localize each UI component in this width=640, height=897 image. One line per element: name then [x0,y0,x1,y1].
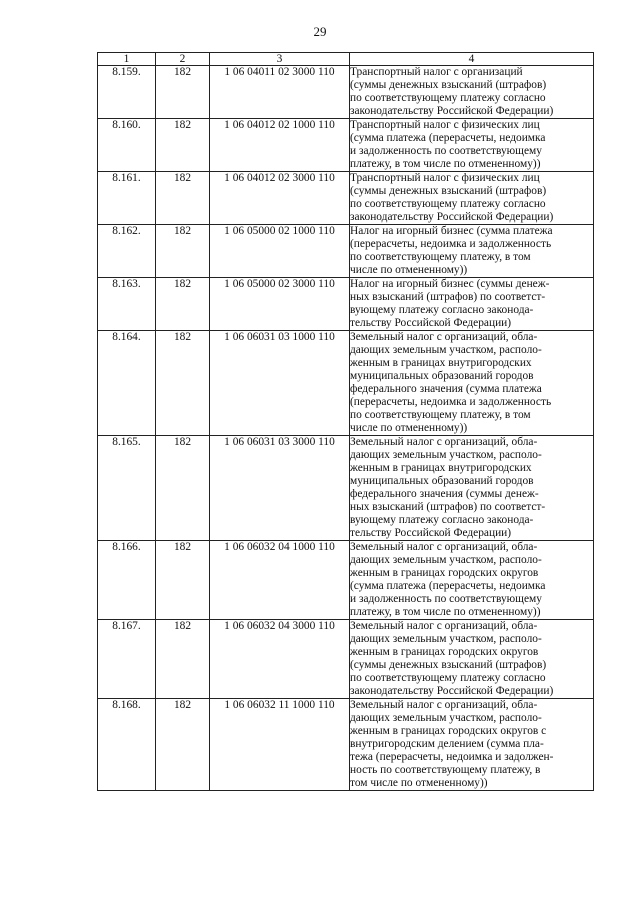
description-line: Земельный налог с организаций, обла- [350,436,538,448]
administrator-code: 182 [156,119,210,172]
description-line: ных взысканий (штрафов) по соответст- [350,501,546,513]
revenue-description [350,225,594,278]
row-number: 8.159. [98,66,156,119]
table-row [98,172,594,225]
description-line: законодательству Российской Федерации) [350,105,554,117]
description-line: Налог на игорный бизнес (сумма платежа [350,225,553,237]
table-row [98,436,594,541]
description-line: по соответствующему платежу согласно [350,198,546,210]
budget-classification-code: 1 06 04012 02 3000 110 [210,172,350,225]
description-line: дающих земельным участком, располо- [350,633,542,645]
revenue-description [350,66,594,119]
budget-classification-code: 1 06 06031 03 1000 110 [210,331,350,436]
description-line: женным в границах городских округов [350,646,539,658]
revenue-description [350,699,594,791]
administrator-code: 182 [156,225,210,278]
row-number: 8.167. [98,620,156,699]
description-line: женным в границах городских округов с [350,725,547,737]
row-number: 8.163. [98,278,156,331]
description-line: и задолженность по соответствующему [350,145,542,157]
description-line: муниципальных образований городов [350,370,534,382]
description-line: том числе по отмененному)) [350,777,488,789]
row-number: 8.161. [98,172,156,225]
description-line: Транспортный налог с физических лиц [350,172,540,184]
description-line: (суммы денежных взысканий (штрафов) [350,185,547,197]
description-line: (сумма платежа (перерасчеты, недоимка [350,580,546,592]
description-line: Налог на игорный бизнес (суммы денеж- [350,278,550,290]
budget-classification-code: 1 06 04012 02 1000 110 [210,119,350,172]
description-line: ность по соответствующему платежу, в [350,764,541,776]
table-header [98,53,594,66]
revenue-description [350,436,594,541]
table-row [98,620,594,699]
administrator-code: 182 [156,620,210,699]
column-header-2: 2 [156,53,210,66]
revenue-description [350,620,594,699]
description-line: Земельный налог с организаций, обла- [350,331,538,343]
revenue-description [350,172,594,225]
description-line: тельству Российской Федерации) [350,527,512,539]
description-line: и задолженность по соответствующему [350,593,542,605]
revenue-codes-table [97,52,594,791]
description-line: (суммы денежных взысканий (штрафов) [350,79,547,91]
table-row [98,699,594,791]
description-line: дающих земельным участком, располо- [350,554,542,566]
budget-classification-code: 1 06 06032 04 1000 110 [210,541,350,620]
table-body [98,66,594,791]
column-header-4: 4 [350,53,594,66]
row-number: 8.165. [98,436,156,541]
budget-classification-code: 1 06 06032 04 3000 110 [210,620,350,699]
description-line: по соответствующему платежу, в том [350,409,531,421]
description-line: законодательству Российской Федерации) [350,211,554,223]
description-line: Транспортный налог с организаций [350,66,523,78]
row-number: 8.162. [98,225,156,278]
description-line: (перерасчеты, недоимка и задолженность [350,396,552,408]
description-line: (перерасчеты, недоимка и задолженность [350,238,552,250]
description-line: (суммы денежных взысканий (штрафов) [350,659,547,671]
description-line: внутригородским делением (сумма пла- [350,738,544,750]
column-header-3: 3 [210,53,350,66]
table-row [98,331,594,436]
description-line: Земельный налог с организаций, обла- [350,541,538,553]
administrator-code: 182 [156,436,210,541]
description-line: тельству Российской Федерации) [350,317,512,329]
description-line: числе по отмененному)) [350,264,468,276]
table-row [98,66,594,119]
column-header-1: 1 [98,53,156,66]
budget-classification-code: 1 06 04011 02 3000 110 [210,66,350,119]
description-line: по соответствующему платежу согласно [350,672,546,684]
description-line: платежу, в том числе по отмененному)) [350,158,541,170]
row-number: 8.168. [98,699,156,791]
budget-classification-code: 1 06 05000 02 1000 110 [210,225,350,278]
row-number: 8.164. [98,331,156,436]
revenue-description [350,278,594,331]
description-line: дающих земельным участком, располо- [350,712,542,724]
administrator-code: 182 [156,541,210,620]
description-line: Транспортный налог с физических лиц [350,119,540,131]
budget-classification-code: 1 06 05000 02 3000 110 [210,278,350,331]
budget-classification-code: 1 06 06031 03 3000 110 [210,436,350,541]
description-line: тежа (перерасчеты, недоимка и задолжен- [350,751,554,763]
description-line: Земельный налог с организаций, обла- [350,620,538,632]
description-line: федерального значения (сумма платежа [350,383,542,395]
description-line: дающих земельным участком, располо- [350,344,542,356]
table-row [98,278,594,331]
administrator-code: 182 [156,699,210,791]
table-header-row [98,53,594,66]
description-line: муниципальных образований городов [350,475,534,487]
administrator-code: 182 [156,278,210,331]
revenue-description [350,541,594,620]
description-line: женным в границах внутригородских [350,462,532,474]
description-line: Земельный налог с организаций, обла- [350,699,538,711]
description-line: по соответствующему платежу, в том [350,251,531,263]
table-row [98,225,594,278]
administrator-code: 182 [156,172,210,225]
revenue-description [350,331,594,436]
budget-classification-code: 1 06 06032 11 1000 110 [210,699,350,791]
description-line: законодательству Российской Федерации) [350,685,554,697]
revenue-description [350,119,594,172]
description-line: женным в границах внутригородских [350,357,532,369]
description-line: платежу, в том числе по отмененному)) [350,606,541,618]
page-number: 29 [313,24,327,39]
description-line: ных взысканий (штрафов) по соответст- [350,291,546,303]
description-line: (сумма платежа (перерасчеты, недоимка [350,132,546,144]
description-line: числе по отмененному)) [350,422,468,434]
table-row [98,119,594,172]
administrator-code: 182 [156,66,210,119]
table-row [98,541,594,620]
row-number: 8.166. [98,541,156,620]
description-line: федерального значения (суммы денеж- [350,488,539,500]
administrator-code: 182 [156,331,210,436]
row-number: 8.160. [98,119,156,172]
description-line: женным в границах городских округов [350,567,539,579]
description-line: дающих земельным участком, располо- [350,449,542,461]
description-line: вующему платежу согласно законода- [350,304,534,316]
description-line: вующему платежу согласно законода- [350,514,534,526]
description-line: по соответствующему платежу согласно [350,92,546,104]
